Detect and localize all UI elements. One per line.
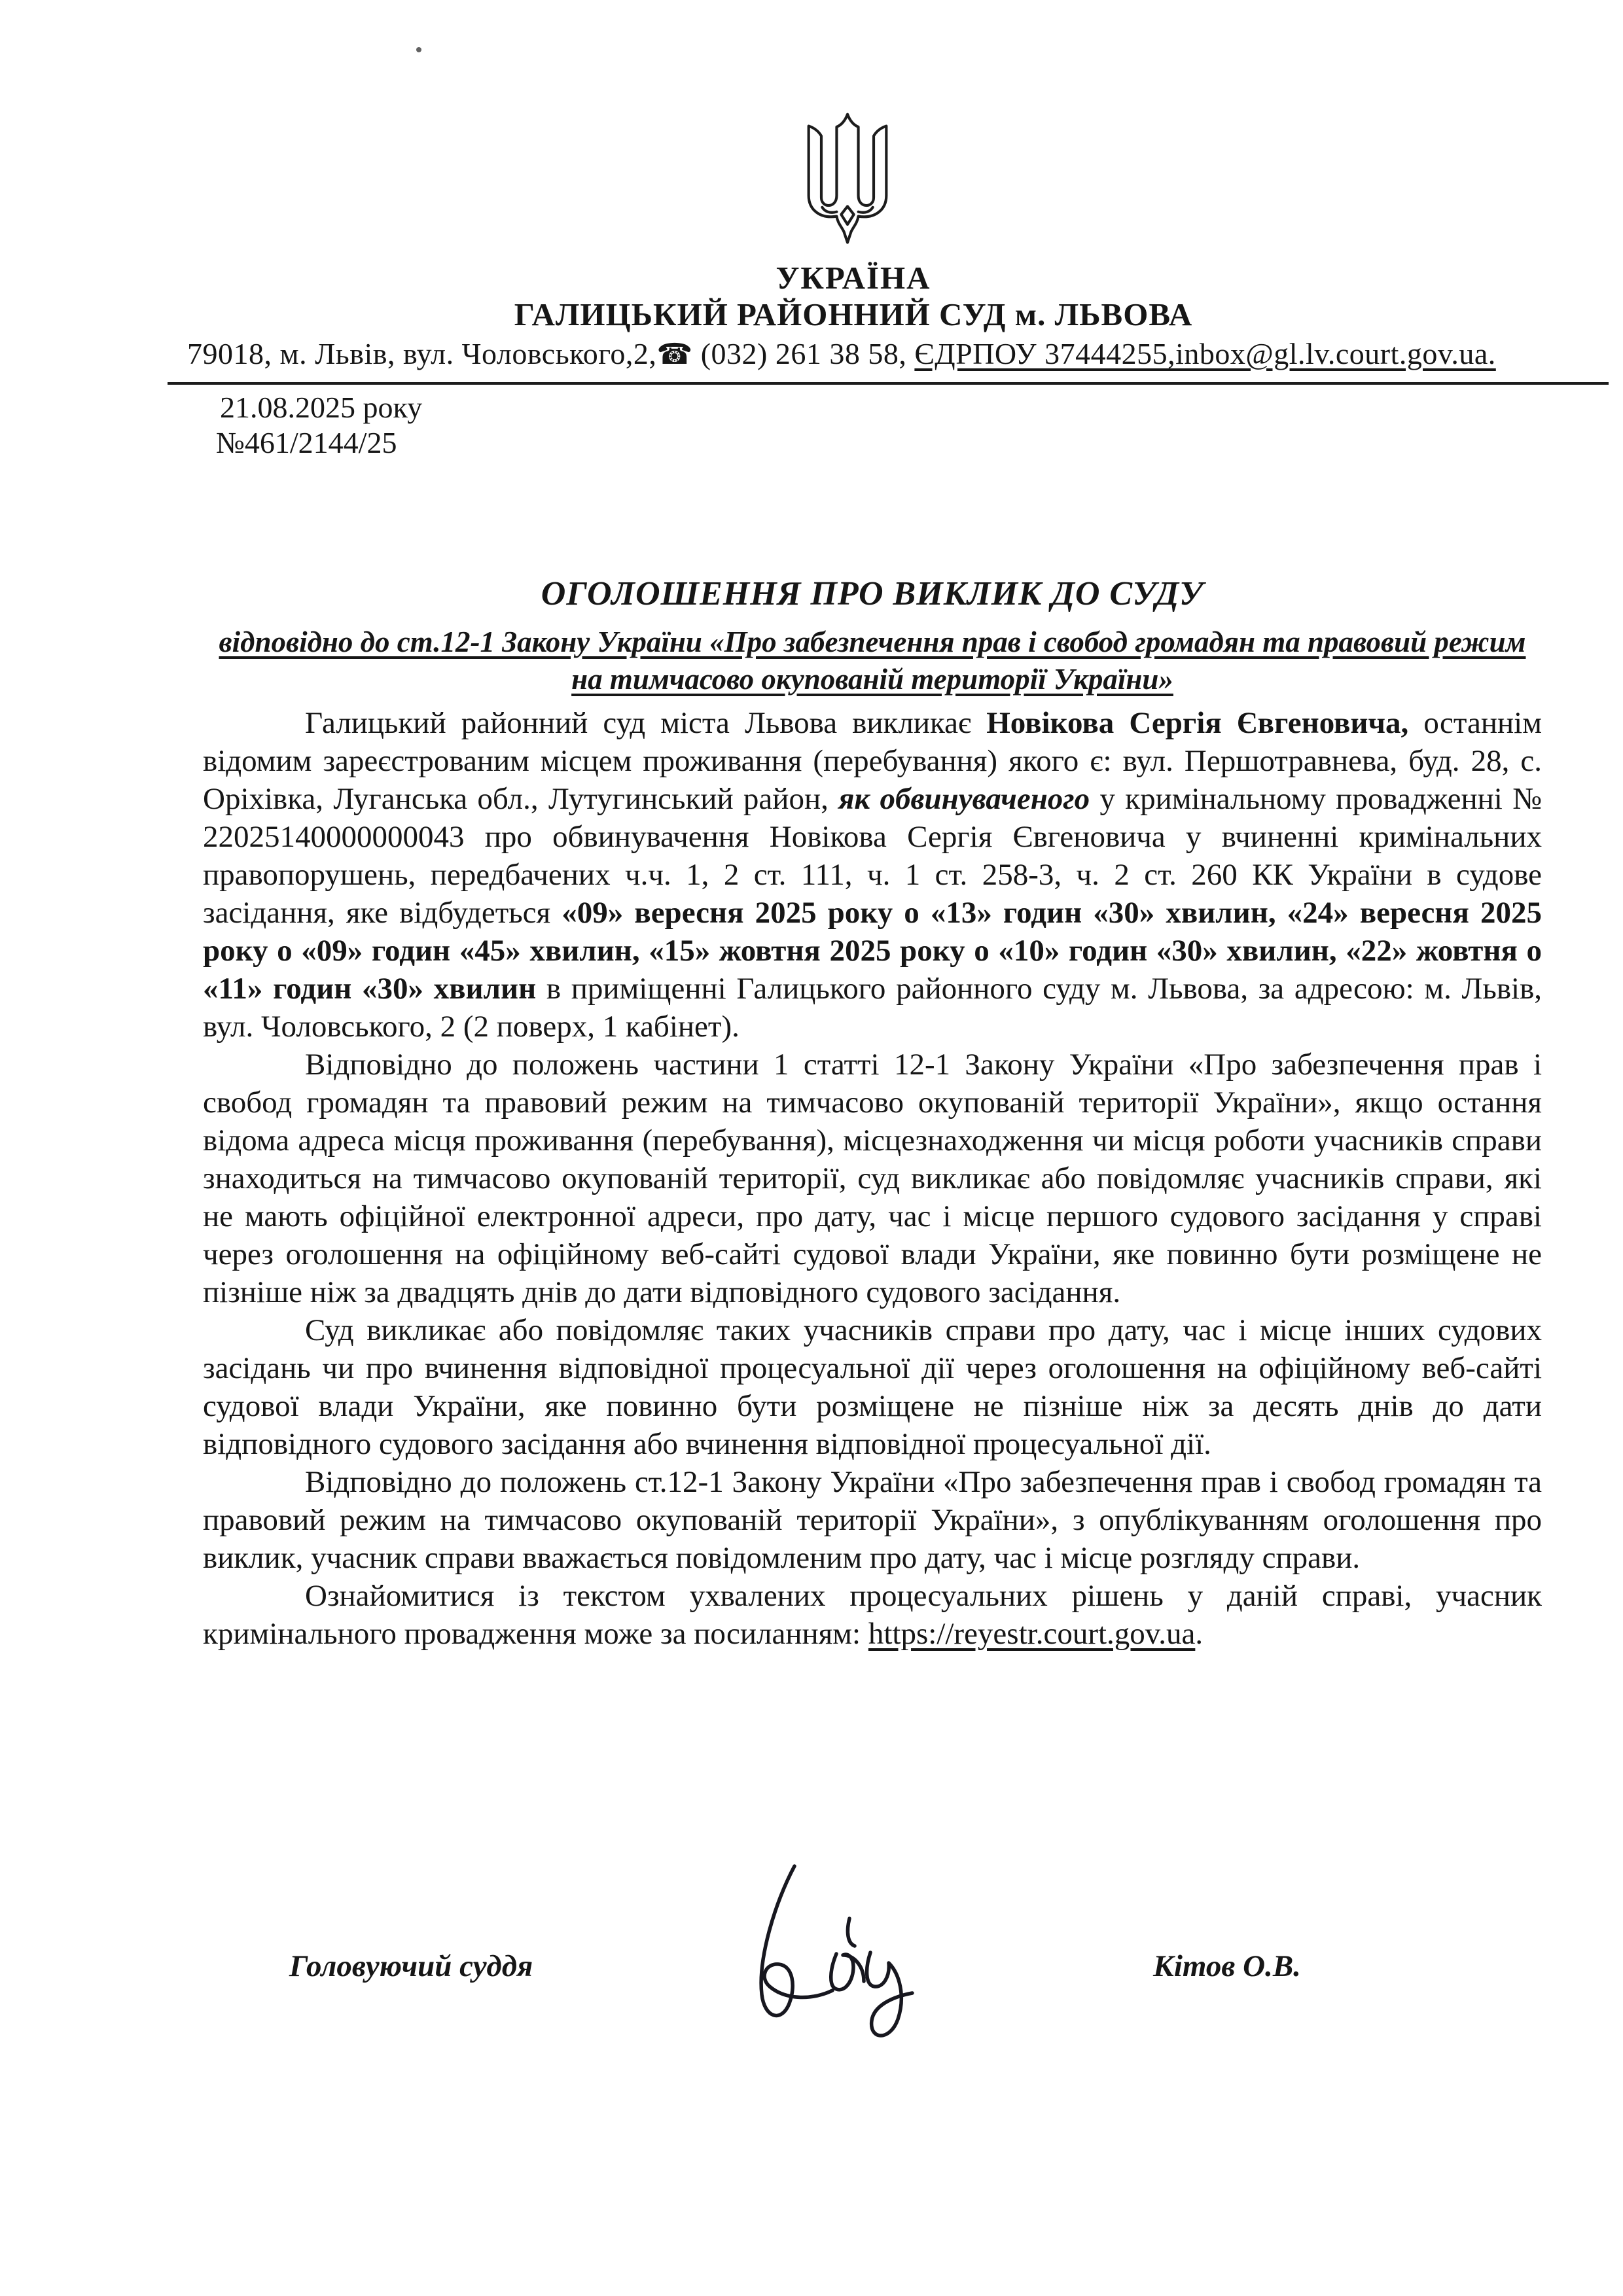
ukraine-trident-emblem [802,110,893,249]
registry-link[interactable]: https://reyestr.court.gov.ua [868,1617,1196,1651]
summons-text-3: у кримінальному провадженні № 22025140000000043 про обвинувачення Новікова Сергія Євгеновича у вчиненні кримінальних правопорушень, передбачених ч.ч. 1, 2 ст. 111, ч. 1 ст. 258-3, ч. 2 ст. 260 КК України в судове засідання, яке відбудеться [203,782,1542,930]
judge-role-label: Головуючий суддя [289,1949,533,1983]
phone-number: (032) 261 38 58, [692,337,915,370]
summons-text-2: останнім відомим зареєстрованим місцем проживання (перебування) якого є: вул. Першотравнева, буд. 28, с. Оріхівка, Луганська обл., Лутугинський район, [203,706,1542,816]
subtitle-text-2: на тимчасово окупованій території України» [571,663,1173,696]
header-divider [168,382,1609,385]
judge-signature [695,1856,937,2058]
court-address-line [187,336,1620,371]
document-title: ОГОЛОШЕННЯ ПРО ВИКЛИК ДО СУДУ [541,575,1204,612]
case-number: №461/2144/25 [216,426,397,459]
court-name: ГАЛИЦЬКИЙ РАЙОННИЙ СУД м. ЛЬВОВА [514,296,1193,332]
country-name: УКРАЇНА [776,260,931,296]
judge-name: Кітов О.В. [1153,1949,1301,1983]
paragraph-law-first-hearing: Відповідно до положень частини 1 статті 12-1 Закону України «Про забезпечення прав і свобод громадян та правовий режим на тимчасово окупованій території України», якщо остання відома адреса місця проживання (перебування), місцезнаходження чи місця роботи учасників справи знаходиться на тимчасово окупованій території, суд викликає або повідомляє учасників справи, які не мають офіційної електронної адреси, про дату, час і місце першого судового засідання у справі через оголошення на офіційному веб-сайті судової влади України, яке повинно бути розміщене не пізніше ніж за двадцять днів до дати відповідного судового засідання. [203,1048,1542,1309]
edrpou-email-text: ЄДРПОУ 37444255,inbox@gl.lv.court.gov.ua. [914,337,1496,370]
address-text: 79018, м. Львів, вул. Чоловського,2, [187,337,657,370]
summons-text-4: в приміщенні Галицького районного суду м. Львова, за адресою: м. Львів, вул. Чоловського, 2 (2 поверх, 1 кабінет). [203,972,1543,1044]
hearing-dates: «09» вересня 2025 року о «13» годин «30» хвилин, «24» вересня 2025 року о «09» годин «45» хвилин, «15» жовтня 2025 року о «10» годин «30» хвилин, «22» жовтня о «11» годин «30» хвилин [203,896,1542,1006]
defendant-role: як обвинуваченого [838,782,1090,816]
title-block [203,574,1542,698]
summons-text-1: Галицький районний суд міста Львова викликає [305,706,987,740]
document-date: 21.08.2025 року [220,391,423,424]
paragraph-law-other-hearings: Суд викликає або повідомляє таких учасників справи про дату, час і місце інших судових засідань чи про вчинення відповідної процесуальної дії через оголошення на офіційному веб-сайті судової влади України, яке повинно бути розміщене не пізніше ніж за десять днів до дати відповідного судового засідання або вчинення відповідної процесуальної дії. [203,1313,1542,1461]
registry-text-1: Ознайомитися із текстом ухвалених процесуальних рішень у даній справі, учасник кримінального провадження може за посиланням: [203,1579,1542,1651]
paragraph-summons [203,704,1542,1046]
document-subtitle-line2 [203,661,1542,698]
phone-icon: ☎ [656,338,693,371]
subtitle-text-1: відповідно до ст.12-1 Закону України «Про забезпечення прав і свобод громадян та правовий режим [219,626,1526,658]
scan-artifact [416,47,421,52]
defendant-name: Новікова Сергія Євгеновича, [986,706,1409,740]
document-body [203,704,1542,1653]
paragraph-notification-effect: Відповідно до положень ст.12-1 Закону України «Про забезпечення прав і свобод громадян та правовий режим на тимчасово окупованій території України», з опублікуванням оголошення про виклик, учасник справи вважається повідомленим про дату, час і місце розгляду справи. [203,1465,1542,1575]
paragraph-registry [203,1577,1542,1653]
document-subtitle-line1 [203,624,1542,661]
registry-text-2: . [1195,1617,1204,1651]
